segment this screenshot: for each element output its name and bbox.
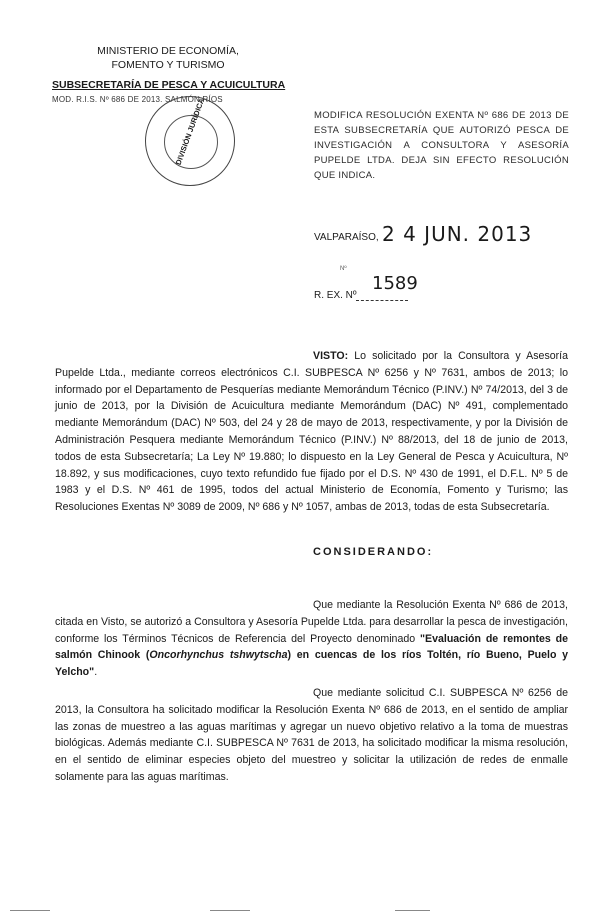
ministry-header [68,44,268,72]
footer-mark-right [395,910,430,911]
date-place: VALPARAÍSO, [314,232,379,243]
considerando-paragraph-1 [55,597,568,681]
para1-text-a: Que mediante la Resolución Exenta Nº 686 de 2013, citada en Visto, se autorizó a Consultora y Asesoría Pupelde Ltda. para desarrollar la pesca de investigación, conforme los Términos Técnicos de Referencia del Proyecto denominado [55,599,568,645]
footer-mark-left [10,910,50,911]
date-value: 2 4 JUN. 2013 [382,222,533,246]
considerando-paragraph-2: Que mediante solicitud C.I. SUBPESCA Nº 6256 de 2013, la Consultora ha solicitado modificar la Resolución Exenta Nº 686 de 2013, en el sentido de ampliar las zonas de muestreo a las aguas marítimas y agregar un nuevo objetivo relativo a la toma de muestras biológicas. Además mediante C.I. SUBPESCA Nº 7631 de 2013, ha solicitado modificar la misma resolución, en el sentido de eliminar especies objeto del muestreo y solicitar la utilización de redes de enmalle solamente para las aguas marítimas. [55,687,568,783]
ministry-line-2: FOMENTO Y TURISMO [111,59,225,71]
visto-label: VISTO: [313,350,349,362]
ministry-line-1: MINISTERIO DE ECONOMÍA, [97,45,239,57]
visto-text: Lo solicitado por la Consultora y Asesoría Pupelde Ltda., mediante correos electrónicos C.I. SUBPESCA Nº 6256 y Nº 7631, ambos de 2013; lo informado por el Departamento de Pesquerías mediante Memorándum Técnico (P.INV.) Nº 74/2013, del 3 de junio de 2013, por la División de Acuicultura mediante Memorándum (DAC) Nº 491, complementado mediante Memorándum (DAC) Nº 503, del 24 y 28 de mayo de 2013, respectivamente, y por la División de Administración Pesquera mediante Memorándum Técnico (P.INV.) Nº 88/2013, del 18 de junio de 2013, todos de esta Subsecretaría; La Ley Nº 19.880; lo dispuesto en la Ley General de Pesca y Acuicultura, Nº 18.892, y sus modificaciones, cuyo texto refundido fue fijado por el D.S. Nº 430 de 1991, el D.F.L. Nº 5 de 1983 y el D.S. Nº 461 de 1995, todos del actual Ministerio de Economía, Fomento y Turismo; las Resoluciones Exentas Nº 3089 de 2009, Nº 686 y Nº 1057, ambas de 2013, todas de esta Subsecretaría. [55,350,568,514]
number-small-label: Nº [340,266,347,272]
footer-mark-center [210,910,250,911]
para1-project-title-a: "Evaluación de remontes de salmón Chinook ( [55,632,568,662]
resolution-number: 1589 [372,273,418,294]
division-stamp [145,96,235,186]
considerando-heading: CONSIDERANDO: [313,546,434,558]
para1-text-b: . [94,666,98,679]
para1-species: Oncorhynchus tshwytscha [149,649,288,662]
resolution-subject: MODIFICA RESOLUCIÓN EXENTA Nº 686 DE 2013 DE ESTA SUBSECRETARÍA QUE AUTORIZÓ PESCA DE INVESTIGACIÓN A CONSULTORA Y ASESORÍA PUPELDE LTDA. DEJA SIN EFECTO RESOLUCIÓN QUE INDICA. [314,110,569,181]
document-reference: MOD. R.I.S. Nº 686 DE 2013. SALMÓN RÍOS [52,95,223,104]
para1-project-title-b: ) en cuencas de los ríos Toltén, río Bueno, Puelo y Yelcho" [55,649,568,679]
stamp-text: DIVISIÓN JURÍDICA [173,96,207,167]
resolution-label: R. EX. Nº [314,290,357,301]
number-underline [356,300,408,301]
visto-paragraph [55,348,568,516]
subsecretaria-label: SUBSECRETARÍA DE PESCA Y ACUICULTURA [52,79,286,91]
